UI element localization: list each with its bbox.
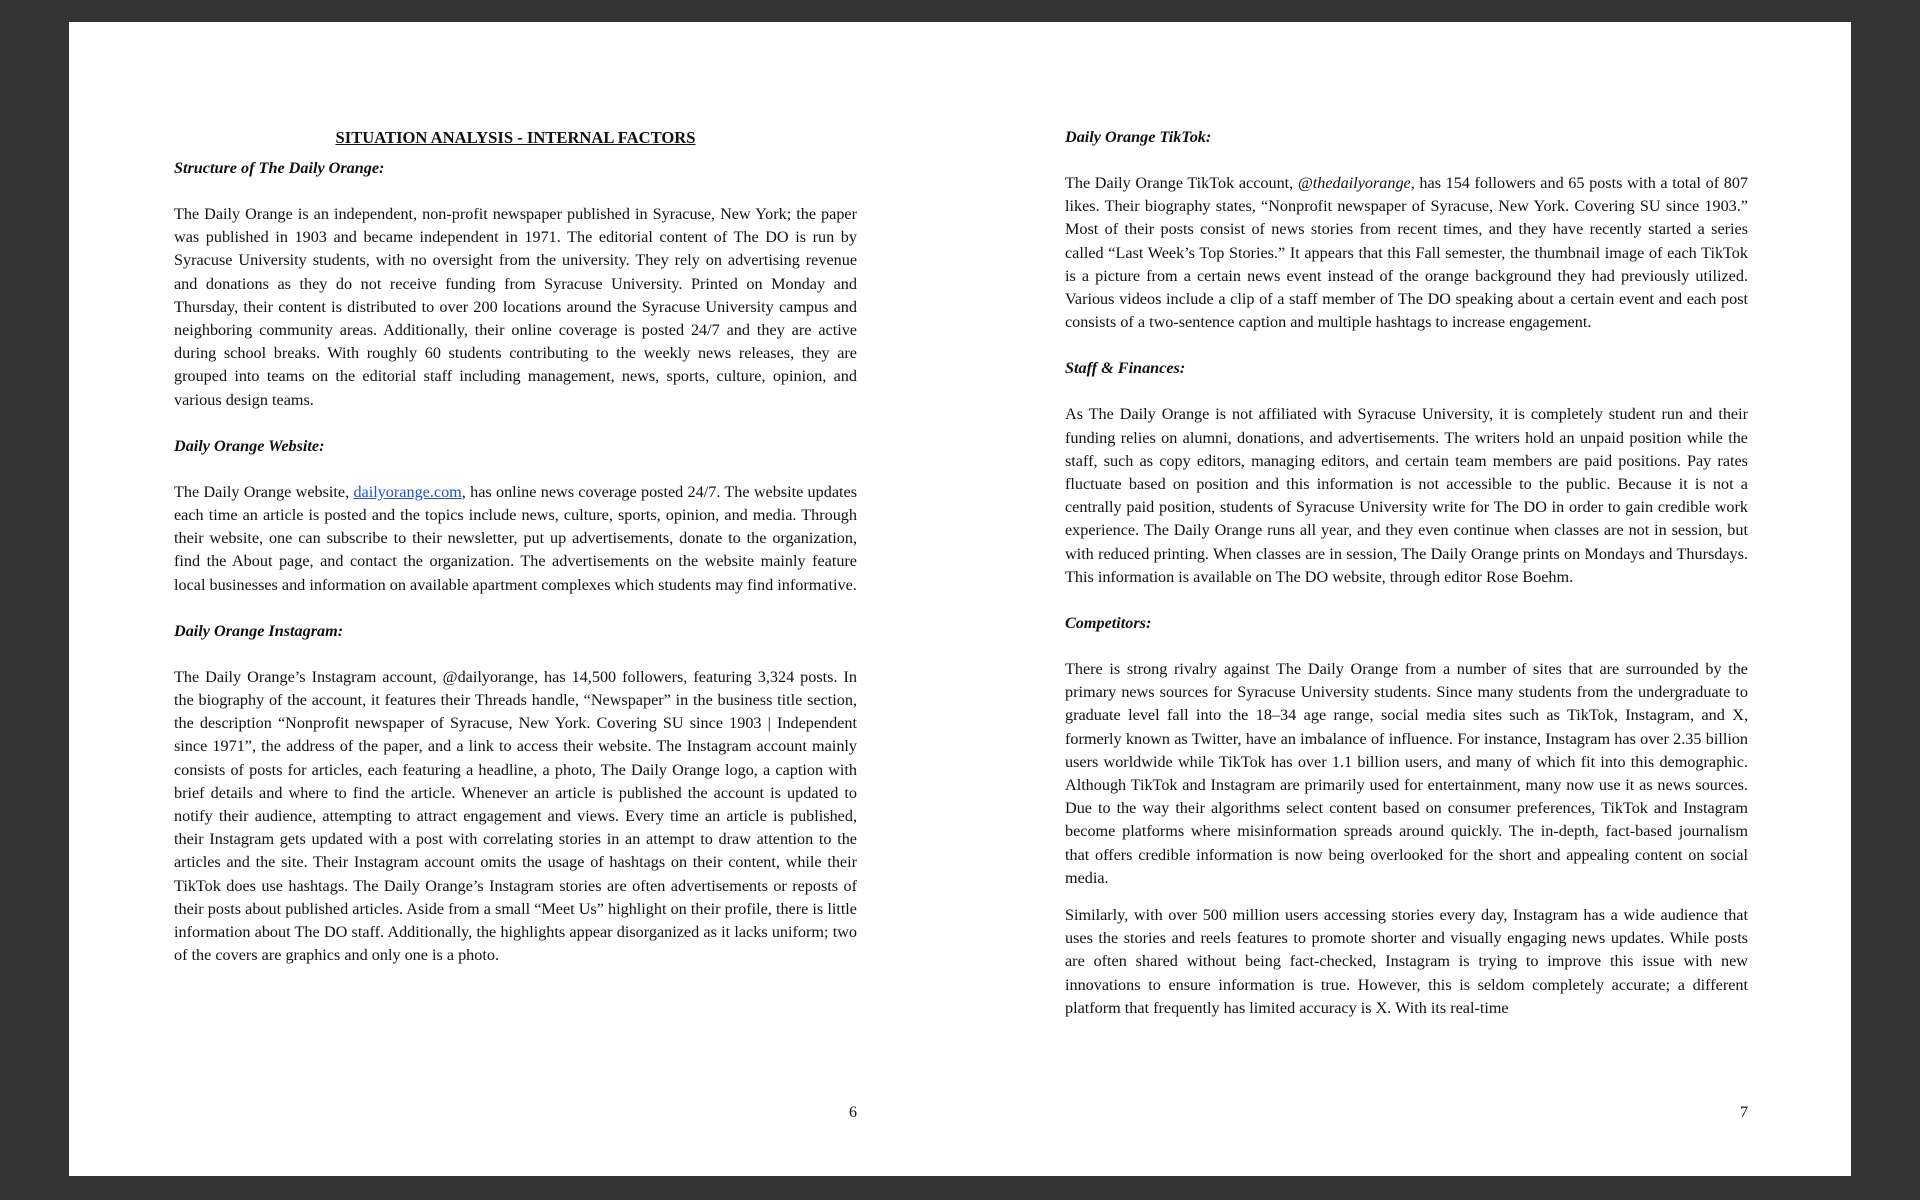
dailyorange-link[interactable]: dailyorange.com: [353, 482, 462, 501]
heading-structure: Structure of The Daily Orange:: [174, 159, 385, 177]
page-number: 7: [1740, 1104, 1748, 1121]
website-text-before: The Daily Orange website,: [174, 482, 354, 501]
page-number: 6: [849, 1104, 857, 1121]
paragraph-instagram: The Daily Orange’s Instagram account, @dailyorange, has 14,500 followers, featuring 3,324 posts. In the biography of the account, it features their Threads handle, “Newspaper” in the business title section, the description “Nonprofit newspaper of Syracuse, New York. Covering SU since 1903 | Independent since 1971”, the address of the paper, and a link to access their website. The Instagram account mainly consists of posts for articles, each featuring a headline, a photo, The Daily Orange logo, a caption with brief details and where to find the article. Whenever an article is published the account is updated to notify their audience, attempting to attract engagement and views. Every time an article is published, their Instagram gets updated with a post with correlating stories in an attempt to draw attention to the articles and the site. Their Instagram account omits the usage of hashtags on their content, while their TikTok does use hashtags. The Daily Orange’s Instagram stories are often advertisements or reposts of their posts about published articles. Aside from a small “Meet Us” highlight on their profile, there is little information about The DO staff. Additionally, the highlights appear disorganized as it lacks uniform; two of the covers are graphics and only one is a photo.: [174, 667, 857, 965]
heading-tiktok: Daily Orange TikTok:: [1065, 128, 1212, 146]
paragraph-website: [174, 481, 857, 597]
paragraph-competitors-2: Similarly, with over 500 million users accessing stories every day, Instagram has a wide audience that uses the stories and reels features to promote shorter and visually engaging news updates. While posts are often shared without being fact-checked, Instagram is trying to improve this issue with new innovations to ensure information is true. However, this is seldom completely accurate; a different platform that frequently has limited accuracy is X. With its real-time: [1065, 906, 1748, 1017]
paragraph-tiktok: [1065, 172, 1748, 334]
website-text-after: , has online news coverage posted 24/7. The website updates each time an article is posted and the topics include news, culture, sports, opinion, and media. Through their website, one can subscribe to their newsletter, put up advertisements, donate to the organization, find the About page, and contact the organization. The advertisements on the website mainly feature local businesses and information on available apartment complexes which students may find informative.: [174, 482, 858, 594]
section-title: SITUATION ANALYSIS - INTERNAL FACTORS: [335, 128, 696, 147]
page-6: [69, 22, 960, 1176]
page-7-content: [1065, 126, 1748, 1043]
page-7: [960, 22, 1851, 1176]
paragraph-structure: The Daily Orange is an independent, non-profit newspaper published in Syracuse, New York; the paper was published in 1903 and became independent in 1971. The editorial content of The DO is run by Syracuse University students, with no oversight from the university. They rely on advertising revenue and donations as they do not receive funding from Syracuse University. Printed on Monday and Thursday, their content is distributed to over 200 locations around the Syracuse University campus and neighboring community areas. Additionally, their online coverage is posted 24/7 and they are active during school breaks. With roughly 60 students contributing to the weekly news releases, they are grouped into teams on the editorial staff including management, news, sports, culture, opinion, and various design teams.: [174, 205, 857, 409]
tiktok-handle: @thedailyorange: [1297, 174, 1411, 192]
heading-website: Daily Orange Website:: [174, 436, 325, 455]
paragraph-staff-finances: As The Daily Orange is not affiliated with Syracuse University, it is completely student run and their funding relies on alumni, donations, and advertisements. The writers hold an unpaid position while the staff, such as copy editors, managing editors, and certain team members are paid positions. Pay rates fluctuate based on position and this information is not accessible to the public. Because it is not a centrally paid position, students of Syracuse University write for The DO in order to gain credible work experience. The Daily Orange runs all year, and they even continue when classes are not in session, but with reduced printing. When classes are in session, The Daily Orange prints on Mondays and Thursdays. This information is available on The DO website, through editor Rose Boehm.: [1065, 405, 1748, 586]
tiktok-text-before: The Daily Orange TikTok account,: [1065, 174, 1298, 192]
page-6-content: [174, 126, 857, 990]
heading-instagram: Daily Orange Instagram:: [174, 621, 344, 640]
paragraph-competitors: There is strong rivalry against The Daily Orange from a number of sites that are surrounded by the primary news sources for Syracuse University students. Since many students from the undergraduate to graduate level fall into the 18–34 age range, social media sites such as TikTok, Instagram, and X, formerly known as Twitter, have an imbalance of influence. For instance, Instagram has over 2.35 billion users worldwide while TikTok has over 1.1 billion users, and many of which fit into this demographic. Although TikTok and Instagram are primarily used for entertainment, many now use it as news sources. Due to the way their algorithms select content based on consumer preferences, TikTok and Instagram become platforms where misinformation spreads around quickly. The in-depth, fact-based journalism that offers credible information is now being overlooked for the short and appealing content on social media.: [1065, 660, 1748, 887]
heading-staff-finances: Staff & Finances:: [1065, 359, 1186, 378]
heading-competitors: Competitors:: [1065, 614, 1152, 633]
document-spread: [69, 22, 1851, 1176]
tiktok-text-after: , has 154 followers and 65 posts with a total of 807 likes. Their biography states, “Nonprofit newspaper of Syracuse, New York. Covering SU since 1903.” Most of their posts consist of news stories from recent times, and they have recently started a series called “Last Week’s Top Stories.” It appears that this Fall semester, the thumbnail image of each TikTok is a picture from a certain news event instead of the orange background they had previously utilized. Various videos include a clip of a staff member of The DO speaking about a certain event and each post consists of a two-sentence caption and multiple hashtags to increase engagement.: [1065, 174, 1749, 332]
